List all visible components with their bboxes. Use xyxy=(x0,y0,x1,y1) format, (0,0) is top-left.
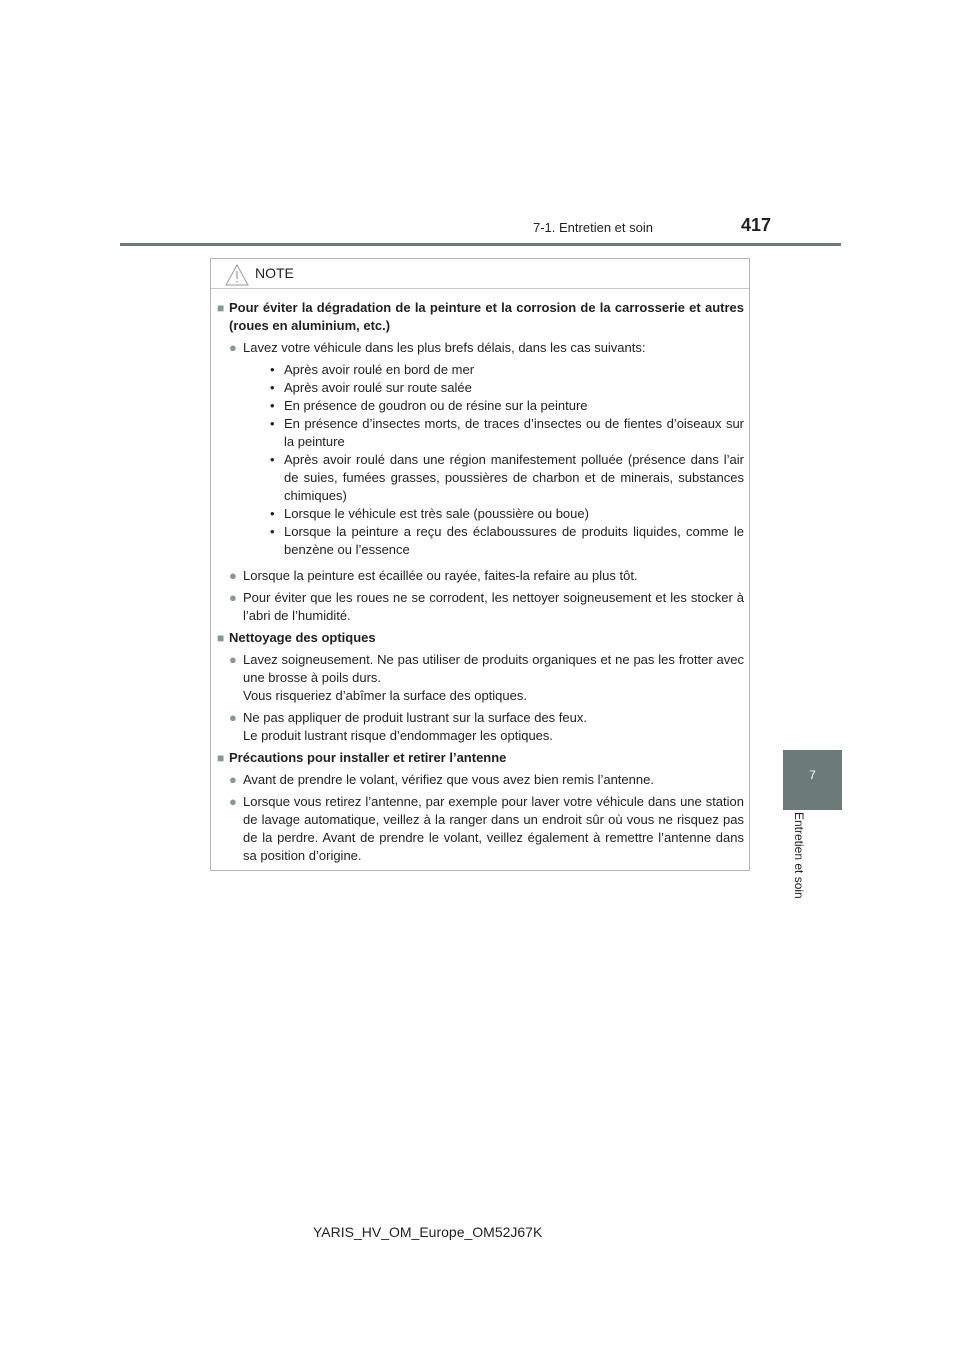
circle-bullet-icon: ● xyxy=(229,568,237,583)
list-item: ● Lavez votre véhicule dans les plus brefs délais, dans les cas suivants: • Après avoir roulé en bord de mer • Après avoir roulé sur route salée • En présence de goudron ou de résine sur la peinture • En présence d’insectes morts, de traces d’insectes ou de fientes d’oiseaux sur la peinture • Après avoir roulé dans une région manifestement polluée (présence dans l’air de suies, fumées grasses, poussières de charbon et de minerais, substances chimiques) • Lorsque le véhicule est très sale (poussière ou boue) • Lorsque la peinture a reçu des éclaboussures de produits liquides, comme le benzène ou l’essence xyxy=(229,339,744,563)
sub-bullet-item: • En présence de goudron ou de résine sur la peinture xyxy=(270,398,588,413)
sub-bullet-list xyxy=(269,361,744,559)
circle-bullet-icon: ● xyxy=(229,794,237,809)
circle-bullet-icon: ● xyxy=(229,772,237,787)
circle-bullet-icon: ● xyxy=(229,652,237,667)
sub-bullet-item: • Lorsque le véhicule est très sale (poussière ou boue) xyxy=(270,506,589,521)
square-bullet-icon: ■ xyxy=(217,751,225,765)
chapter-number: 7 xyxy=(809,768,816,782)
sub-bullet-item: • Après avoir roulé dans une région manifestement polluée (présence dans l’air de suies, fumées grasses, poussières de charbon et de minerais, substances chimiques) xyxy=(270,452,744,503)
list-item: ● Lavez soigneusement. Ne pas utiliser de produits organiques et ne pas les frotter avec une brosse à poils durs. Vous risqueriez d’abîmer la surface des optiques. xyxy=(229,652,744,703)
square-bullet-icon: ■ xyxy=(217,631,225,645)
list-item: ● Lorsque vous retirez l’antenne, par exemple pour laver votre véhicule dans une station de lavage automatique, veillez à la ranger dans un endroit sûr où vous ne risquez pas de la perdre. Avant de prendre le volant, veillez également à remettre l’antenne dans sa position d’origine. xyxy=(229,794,744,863)
note-body xyxy=(217,299,744,869)
note-section xyxy=(217,299,744,625)
list-item: ● Lorsque la peinture est écaillée ou rayée, faites-la refaire au plus tôt. xyxy=(229,568,638,583)
running-header-section: 7-1. Entretien et soin xyxy=(533,220,653,235)
list-item: ● Avant de prendre le volant, vérifiez que vous avez bien remis l’antenne. xyxy=(229,772,654,787)
sub-bullet-item: • Après avoir roulé en bord de mer xyxy=(270,362,475,377)
sub-bullet-item: • Après avoir roulé sur route salée xyxy=(270,380,472,395)
list-item: ● Pour éviter que les roues ne se corrodent, les nettoyer soigneusement et les stocker à l’abri de l’humidité. xyxy=(229,590,744,623)
circle-bullet-icon: ● xyxy=(229,710,237,725)
square-bullet-icon: ■ xyxy=(217,301,225,315)
circle-bullet-icon: ● xyxy=(229,590,237,605)
page-number: 417 xyxy=(741,215,772,235)
chapter-side-label: Entretien et soin xyxy=(792,812,806,899)
note-box xyxy=(210,258,750,871)
circle-bullet-icon: ● xyxy=(229,340,237,355)
document-id-footer: YARIS_HV_OM_Europe_OM52J67K xyxy=(313,1224,543,1240)
list-item: ● Ne pas appliquer de produit lustrant sur la surface des feux. Le produit lustrant risque d’endommager les optiques. xyxy=(229,710,587,743)
note-section xyxy=(217,629,744,745)
sub-bullet-item: • En présence d’insectes morts, de traces d’insectes ou de fientes d’oiseaux sur la peinture xyxy=(270,416,744,449)
note-title: NOTE xyxy=(255,265,294,281)
header-divider xyxy=(120,243,841,246)
section-heading: ■ Nettoyage des optiques xyxy=(217,630,376,645)
note-section xyxy=(217,749,744,865)
warning-triangle-icon xyxy=(225,264,249,286)
note-header xyxy=(211,259,749,289)
chapter-tab xyxy=(783,750,842,810)
sub-bullet-item: • Lorsque la peinture a reçu des éclaboussures de produits liquides, comme le benzène ou l’essence xyxy=(270,524,744,557)
section-heading: ■ Pour éviter la dégradation de la peinture et la corrosion de la carrosserie et autres (roues en aluminium, etc.) xyxy=(217,300,744,333)
section-heading: ■ Précautions pour installer et retirer l’antenne xyxy=(217,750,507,765)
